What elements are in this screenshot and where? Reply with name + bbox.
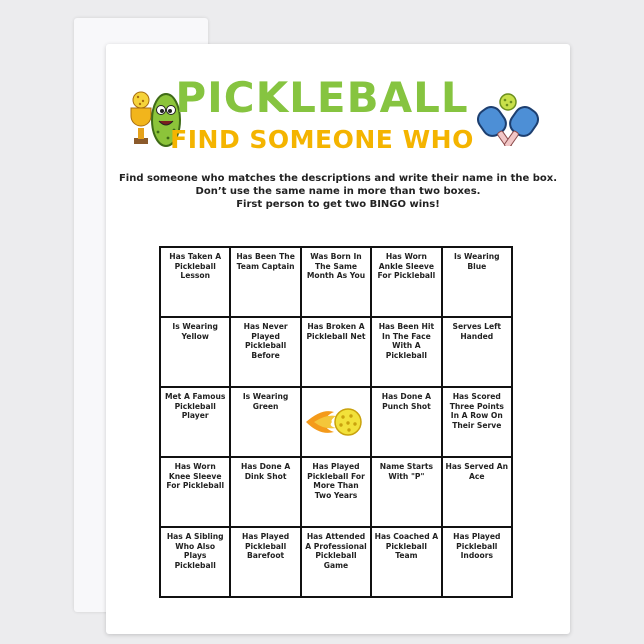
bingo-cell[interactable]: Serves Left Handed [442,317,512,387]
bingo-cell[interactable]: Has Played Pickleball Indoors [442,527,512,597]
instructions [118,172,558,211]
bingo-cell[interactable]: Has Coached A Pickleball Team [371,527,441,597]
bingo-cell[interactable]: Has Been Hit In The Face With A Pickleball [371,317,441,387]
bingo-cell[interactable]: Has Attended A Professional Pickleball Game [301,527,371,597]
crossed-paddles-icon [476,90,540,146]
bingo-cell[interactable]: Has Never Played Pickleball Before [230,317,300,387]
bingo-cell[interactable]: Has Played Pickleball Barefoot [230,527,300,597]
bingo-cell[interactable]: Has Done A Dink Shot [230,457,300,527]
bingo-cell[interactable]: Has Taken A Pickleball Lesson [160,247,230,317]
bingo-grid [159,246,513,598]
page-title: PICKLEBALL [175,73,469,122]
bingo-cell[interactable]: Has Worn Ankle Sleeve For Pickleball [371,247,441,317]
bingo-cell[interactable]: Was Born In The Same Month As You [301,247,371,317]
bingo-cell[interactable]: Has Played Pickleball For More Than Two Years [301,457,371,527]
bingo-cell[interactable]: Has Served An Ace [442,457,512,527]
bingo-cell[interactable]: Is Wearing Yellow [160,317,230,387]
bingo-cell[interactable]: Met A Famous Pickleball Player [160,387,230,457]
instruction-line: Don’t use the same name in more than two boxes. [195,186,481,197]
bingo-cell[interactable]: Has Done A Punch Shot [371,387,441,457]
bingo-cell[interactable]: Is Wearing Blue [442,247,512,317]
bingo-cell[interactable]: Is Wearing Green [230,387,300,457]
free-space-cell [301,387,371,457]
bingo-cell[interactable]: Has Scored Three Points In A Row On Their Serve [442,387,512,457]
flaming-pickleball-icon [304,402,368,442]
bingo-cell[interactable]: Has Broken A Pickleball Net [301,317,371,387]
bingo-cell[interactable]: Has Worn Knee Sleeve For Pickleball [160,457,230,527]
bingo-cell[interactable]: Name Starts With "P" [371,457,441,527]
page-subtitle: FIND SOMEONE WHO [170,125,474,154]
instruction-line: Find someone who matches the descriptions and write their name in the box. [118,173,558,184]
instruction-line: First person to get two BINGO wins! [236,199,440,210]
bingo-cell[interactable]: Has A Sibling Who Also Plays Pickleball [160,527,230,597]
bingo-cell[interactable]: Has Been The Team Captain [230,247,300,317]
